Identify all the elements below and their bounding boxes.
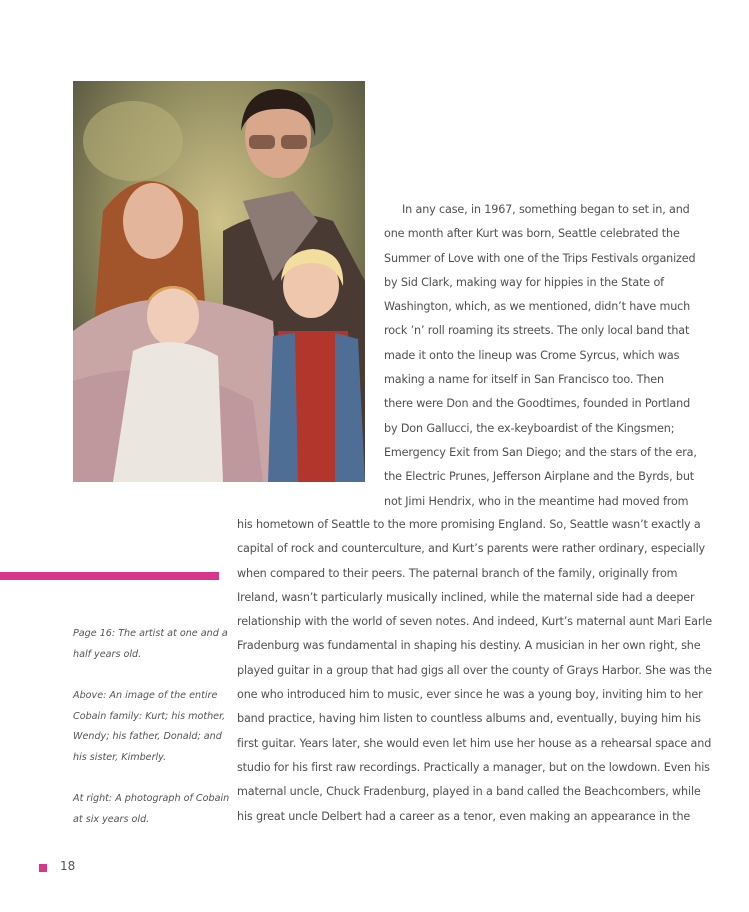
body-text-column-right [384,198,697,514]
body-line: Emergency Exit from San Diego; and the stars of the era, [384,445,697,459]
body-line: one month after Kurt was born, Seattle celebrated the [384,227,680,241]
body-line: capital of rock and counterculture, and Kurt’s parents were rather ordinary, especially [237,542,706,556]
caption-line: his sister, Kimberly. [73,751,167,763]
caption-line: at six years old. [73,813,150,825]
caption-line: Page 16: The artist at one and a [73,628,228,639]
family-photo [73,81,365,482]
caption-above [73,686,226,769]
body-line: played guitar in a group that had gigs all over the county of Grays Harbor. She was the [237,663,712,677]
body-line: Summer of Love with one of the Trips Festivals organized [384,251,696,265]
photo-captions [73,624,230,851]
body-line: by Sid Clark, making way for hippies in the State of [384,275,664,289]
caption-right [73,789,230,830]
body-line: made it onto the lineup was Crome Syrcus, which was [384,348,680,362]
footer-square-icon [39,864,47,872]
body-line: one who introduced him to music, ever since he was a young boy, inviting him to her [237,688,703,702]
body-line: the Electric Prunes, Jefferson Airplane and the Byrds, but [384,470,695,484]
body-line: when compared to their peers. The paternal branch of the family, originally from [237,566,678,580]
body-line: there were Don and the Goodtimes, founded in Portland [384,397,691,411]
caption-page16 [73,624,228,665]
body-line: relationship with the world of seven notes. And indeed, Kurt’s maternal aunt Mari Earle [237,615,712,629]
caption-line: Wendy; his father, Donald; and [73,731,222,743]
body-text-column-wide [237,513,712,829]
accent-bar [0,572,219,580]
body-line: Washington, which, as we mentioned, didn’t have much [384,300,691,314]
caption-line: At right: A photograph of Cobain [73,793,230,804]
caption-line: Above: An image of the entire [73,689,218,701]
page-number: 18 [60,859,76,873]
body-line: rock ’n’ roll roaming its streets. The only local band that [384,324,690,338]
body-line: studio for his first raw recordings. Practically a manager, but on the lowdown. Even his [237,760,710,774]
body-line: making a name for itself in San Francisco too. Then [384,373,664,387]
body-line: by Don Gallucci, the ex-keyboardist of the Kingsmen; [384,421,675,435]
caption-line: half years old. [73,648,142,660]
body-line: band practice, having him listen to countless albums and, eventually, buying him his [237,712,701,726]
body-line: Ireland, wasn’t particularly musically inclined, while the maternal side had a deeper [237,590,695,604]
body-line: first guitar. Years later, she would even let him use her house as a rehearsal space and [237,736,712,750]
body-line: not Jimi Hendrix, who in the meantime had moved from [384,494,689,508]
body-line: his hometown of Seattle to the more promising England. So, Seattle wasn’t exactly a [237,518,701,531]
body-line: In any case, in 1967, something began to set in, and [402,203,690,216]
body-line: maternal uncle, Chuck Fradenburg, played in a band called the Beachcombers, while [237,785,701,799]
body-line: his great uncle Delbert had a career as a tenor, even making an appearance in the [237,809,691,823]
caption-line: Cobain family: Kurt; his mother, [73,710,226,722]
body-line: Fradenburg was fundamental in shaping his destiny. A musician in her own right, she [237,639,701,653]
